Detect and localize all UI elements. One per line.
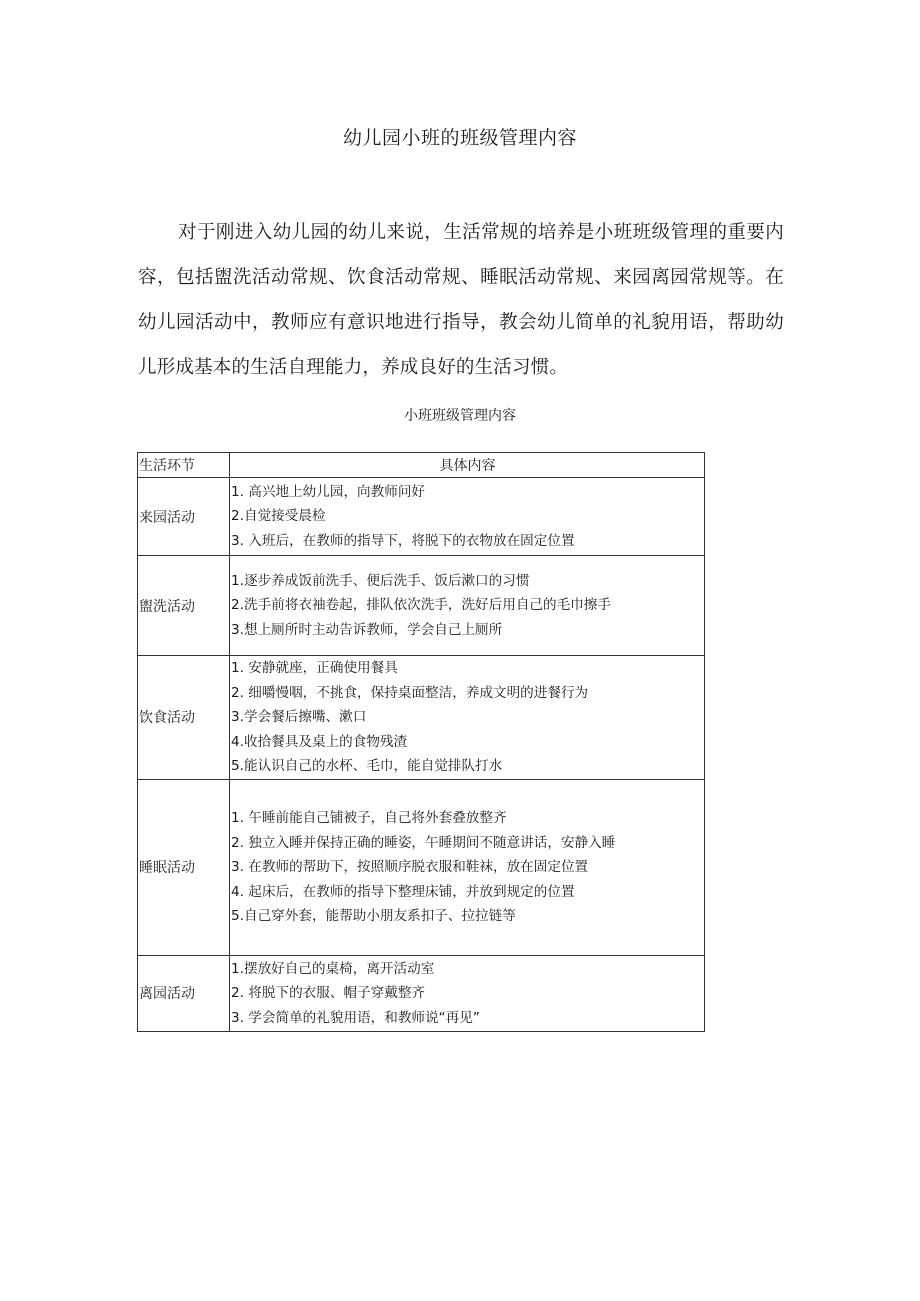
list-item: 4.收拾餐具及桌上的食物残渣 (231, 733, 408, 750)
stage-cell: 饮食活动 (138, 656, 230, 780)
list-item: 2. 独立入睡并保持正确的睡姿，午睡期间不随意讲话，安静入睡 (231, 834, 616, 851)
list-item: 1. 安静就座，正确使用餐具 (231, 660, 398, 676)
list-item: 2.洗手前将衣袖卷起，排队依次洗手，洗好后用自己的毛巾擦手 (231, 597, 611, 614)
list-item: 5.能认识自己的水杯、毛巾，能自觉排队打水 (231, 758, 503, 775)
list-item: 2.自觉接受晨检 (231, 508, 326, 525)
stage-cell: 离园活动 (138, 955, 230, 1031)
content-cell (230, 656, 705, 780)
item-list (231, 480, 704, 554)
list-item: 3. 入班后，在教师的指导下，将脱下的衣物放在固定位置 (231, 532, 575, 549)
content-cell (230, 556, 705, 656)
list-item: 3.学会餐后擦嘴、漱口 (231, 709, 367, 726)
list-item: 2. 将脱下的衣服、帽子穿戴整齐 (231, 985, 426, 1002)
table-row (138, 779, 705, 955)
table-caption: 小班班级管理内容 (404, 408, 516, 424)
list-item: 3. 学会简单的礼貌用语，和教师说“再见” (231, 1009, 480, 1026)
list-item: 1.摆放好自己的桌椅，离开活动室 (231, 960, 435, 977)
table-header-row (138, 453, 705, 478)
item-list (231, 569, 704, 643)
stage-cell: 睡眠活动 (138, 779, 230, 955)
stage-cell: 来园活动 (138, 478, 230, 556)
item-list (231, 656, 704, 779)
list-item: 1. 午睡前能自己铺被子，自己将外套叠放整齐 (231, 809, 507, 826)
table-row (138, 556, 705, 656)
header-stage: 生活环节 (138, 453, 230, 478)
list-item: 1. 高兴地上幼儿园，向教师问好 (231, 483, 426, 500)
page-title: 幼儿园小班的班级管理内容 (342, 127, 577, 149)
table-row (138, 478, 705, 556)
item-list (231, 957, 704, 1031)
content-cell (230, 478, 705, 556)
content-cell (230, 955, 705, 1031)
list-item: 3. 在教师的帮助下，按照顺序脱衣服和鞋袜，放在固定位置 (231, 859, 589, 876)
content-cell (230, 779, 705, 955)
header-content: 具体内容 (230, 453, 705, 478)
intro-paragraph: 对于刚进入幼儿园的幼儿来说，生活常规的培养是小班班级管理的重要内容，包括盥洗活动常规、饮食活动常规、睡眠活动常规、来园离园常规等。在幼儿园活动中，教师应有意识地进行指导，教会幼儿简单的礼貌用语，帮助幼儿形成基本的生活自理能力，养成良好的生活习惯。 (138, 222, 784, 378)
stage-cell: 盥洗活动 (138, 556, 230, 656)
table-row (138, 955, 705, 1031)
table-row (138, 656, 705, 780)
management-table (137, 452, 705, 1032)
item-list (231, 806, 704, 929)
list-item: 4. 起床后，在教师的指导下整理床铺，并放到规定的位置 (231, 883, 575, 900)
list-item: 5.自己穿外套，能帮助小朋友系扣子、拉拉链等 (231, 908, 516, 925)
list-item: 1.逐步养成饭前洗手、便后洗手、饭后漱口的习惯 (231, 572, 530, 589)
list-item: 3.想上厕所时主动告诉教师，学会自己上厕所 (231, 621, 503, 638)
list-item: 2. 细嚼慢咽，不挑食，保持桌面整洁，养成文明的进餐行为 (231, 684, 589, 701)
